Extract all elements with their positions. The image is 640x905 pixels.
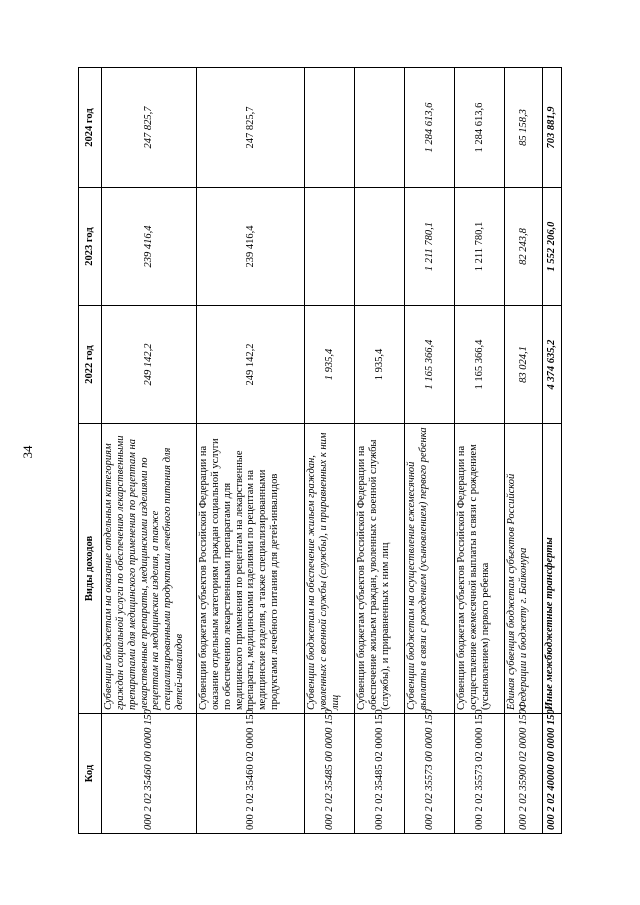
table-header-row: [79, 68, 102, 834]
row-2024: 1 284 613,6: [405, 68, 455, 188]
table-row: [355, 68, 405, 834]
row-2023: 239 416,4: [102, 188, 197, 306]
table-row: [305, 68, 355, 834]
row-code: 000 2 02 35900 02 0000 150: [505, 714, 543, 834]
table-row: [197, 68, 305, 834]
table-row: [405, 68, 455, 834]
row-code: 000 2 02 35460 02 0000 150: [197, 714, 305, 834]
row-2022: 4 374 635,2: [543, 306, 562, 424]
row-2022: 249 142,2: [197, 306, 305, 424]
header-name: Виды доходов: [79, 424, 102, 714]
table-row: [505, 68, 543, 834]
row-name: Субвенции бюджетам субъектов Российской Федерации на обеспечение жильем граждан, уволенных с военной службы (службы), и приравненных к ним лиц: [355, 424, 405, 714]
income-table: [78, 67, 562, 834]
row-2023: [305, 188, 355, 306]
row-2023: 82 243,8: [505, 188, 543, 306]
row-2022: 1 165 366,4: [455, 306, 505, 424]
row-2024: 247 825,7: [102, 68, 197, 188]
row-2023: [355, 188, 405, 306]
table-row: [102, 68, 197, 834]
row-2022: 83 024,1: [505, 306, 543, 424]
row-2023: 239 416,4: [197, 188, 305, 306]
header-code: Код: [79, 714, 102, 834]
row-2024: 247 825,7: [197, 68, 305, 188]
page-number: 34: [20, 445, 35, 459]
row-2023: 1 552 206,0: [543, 188, 562, 306]
row-2024: 703 881,9: [543, 68, 562, 188]
row-2022: 1 165 366,4: [405, 306, 455, 424]
row-name: Субвенции бюджетам субъектов Российской Федерации на осуществление ежемесячной выплаты в связи с рождением (усыновлением) первого ребенка: [455, 424, 505, 714]
row-name: Субвенции бюджетам на осуществление ежемесячной выплаты в связи с рождением (усыновлением) первого ребенка: [405, 424, 455, 714]
row-2024: 1 284 613,6: [455, 68, 505, 188]
header-2022: 2022 год: [79, 306, 102, 424]
header-2024: 2024 год: [79, 68, 102, 188]
row-2023: 1 211 780,1: [455, 188, 505, 306]
row-name: Иные межбюджетные трансферты: [543, 424, 562, 714]
row-code: 000 2 02 35485 02 0000 150: [355, 714, 405, 834]
table-row-total: [543, 68, 562, 834]
header-2023: 2023 год: [79, 188, 102, 306]
row-name: Единая субвенция бюджетам субъектов Российской Федерации и бюджету г. Байконура: [505, 424, 543, 714]
row-code: 000 2 02 35573 00 0000 150: [405, 714, 455, 834]
row-code: 000 2 02 35485 00 0000 150: [305, 714, 355, 834]
row-code: 000 2 02 35460 00 0000 150: [102, 714, 197, 834]
row-2022: 249 142,2: [102, 306, 197, 424]
row-2023: 1 211 780,1: [405, 188, 455, 306]
row-2024: [305, 68, 355, 188]
row-2022: 1 935,4: [305, 306, 355, 424]
row-name: Субвенции бюджетам на обеспечение жильем граждан, уволенных с военной службы (службы), и приравненных к ним лиц: [305, 424, 355, 714]
rotated-table-area: [78, 68, 560, 834]
row-name: Субвенции бюджетам субъектов Российской Федерации на оказание отдельным категориям граждан социальной услуги по обеспечению лекарственными препаратами для медицинского применения по рецептам на лекарственные препараты, медицинскими изделиями по рецептам на медицинские изделия, а также специализированными продуктами лечебного питания для детей-инвалидов: [197, 424, 305, 714]
row-name: Субвенции бюджетам на оказание отдельным категориям граждан социальной услуги по обеспечению лекарственными препаратами для медицинского применения по рецептам на лекарственные препараты, медицинскими изделиями по рецептам на медицинские изделия, а также специализированными продуктами лечебного питания для детей-инвалидов: [102, 424, 197, 714]
table-row: [455, 68, 505, 834]
row-2024: 85 158,3: [505, 68, 543, 188]
row-code: 000 2 02 40000 00 0000 150: [543, 714, 562, 834]
row-2024: [355, 68, 405, 188]
income-table-wrapper: [78, 68, 560, 834]
row-code: 000 2 02 35573 02 0000 150: [455, 714, 505, 834]
row-2022: 1 935,4: [355, 306, 405, 424]
